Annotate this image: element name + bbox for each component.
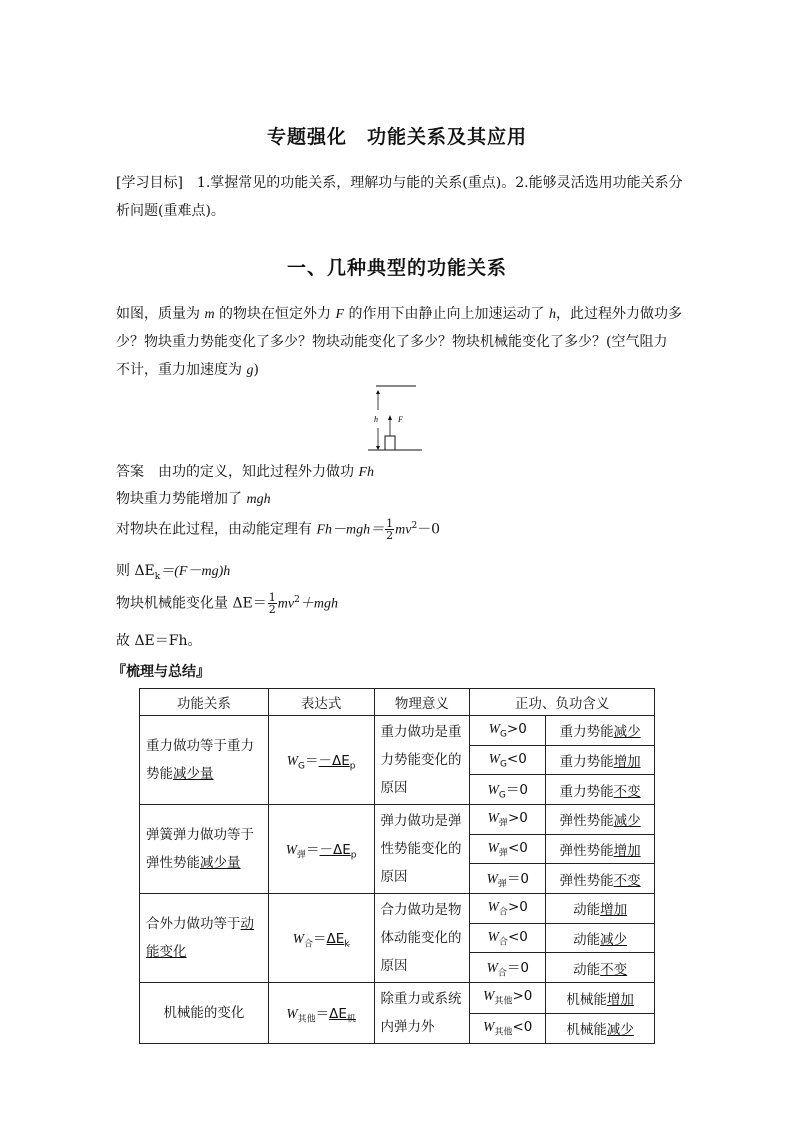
sign-condition: $W_合>0$: [470, 894, 546, 924]
table-row: [140, 716, 655, 746]
objectives-line-1: [116, 172, 683, 192]
sign-result: 弹性势能不变: [546, 864, 655, 894]
sign-result: 弹性势能减少: [546, 805, 655, 835]
F-label: F: [398, 415, 403, 424]
sign-result: 弹性势能增加: [546, 834, 655, 864]
table-row: [140, 983, 655, 1014]
problem-line-2: 少？物块重力势能变化了多少？物块动能变化了多少？物块机械能变化了多少？(空气阻力: [116, 334, 668, 350]
sign-result: 重力势能不变: [546, 775, 655, 805]
header-expression: 表达式: [268, 689, 374, 716]
table-row: [140, 805, 655, 835]
sign-condition: $W_G<0$: [470, 745, 546, 775]
relation-cell: 重力做功等于重力 势能减少量: [140, 716, 269, 805]
relation-cell: 机械能的变化: [140, 983, 269, 1044]
answer-line-3: 对物块在此过程，由动能定理有 Fh－mgh＝ $\frac{1}{2}$ $mv^2-0$: [116, 517, 441, 542]
sign-condition: $W_弹<0$: [470, 834, 546, 864]
expression-cell: $W_合=\Delta E_k$: [268, 894, 374, 983]
summary-label: 『梳理与总结』: [112, 664, 210, 680]
sign-result: 动能减少: [546, 923, 655, 953]
sign-condition: $W_弹>0$: [470, 805, 546, 835]
section-title: 一、几种典型的功能关系: [286, 257, 507, 279]
table-row: [140, 894, 655, 924]
sign-condition: $W_G>0$: [470, 716, 546, 746]
meaning-cell: 合力做功是物体动能变化的原因: [374, 894, 470, 983]
expression-cell: $W_弹=-\Delta E_p$: [268, 805, 374, 894]
answer-label: 答案: [116, 464, 144, 480]
sign-condition: $W_合<0$: [470, 923, 546, 953]
block-diagram: [360, 382, 430, 452]
answer-line-2: 物块重力势能增加了 mgh: [116, 491, 271, 507]
header-sign-meaning: 正功、负功含义: [470, 689, 655, 716]
answer-line-6: 故 ΔE＝Fh。: [116, 633, 202, 649]
sign-condition: $W_弹=0$: [470, 864, 546, 894]
sign-result: 重力势能减少: [546, 716, 655, 746]
sign-result: 重力势能增加: [546, 745, 655, 775]
header-relation: 功能关系: [140, 689, 269, 716]
block: [385, 436, 395, 450]
relation-cell: 合外力做功等于动能变化: [140, 894, 269, 983]
header-meaning: 物理意义: [374, 689, 470, 716]
sign-condition: $W_合=0$: [470, 953, 546, 983]
meaning-cell: 弹力做功是弹性势能变化的原因: [374, 805, 470, 894]
meaning-cell: 重力做功是重力势能变化的原因: [374, 716, 470, 805]
meaning-cell: 除重力或系统内弹力外: [374, 983, 470, 1044]
sign-result: 动能不变: [546, 953, 655, 983]
sign-condition: $W_{其他}>0$: [470, 983, 546, 1014]
sign-result: 机械能增加: [546, 983, 655, 1014]
answer-line-5: 物块机械能变化量 ΔE＝ $\frac{1}{2}$ $mv^2+mgh$: [116, 591, 338, 616]
h-label: h: [374, 415, 378, 424]
expression-cell: $W_{其他}=\Delta E_机$: [268, 983, 374, 1044]
function-energy-table: [139, 688, 655, 1044]
sign-result: 机械能减少: [546, 1013, 655, 1044]
answer-line-1: 答案 由功的定义，知此过程外力做功 Fh: [116, 464, 375, 480]
expression-cell: $W_G=-\Delta E_p$: [268, 716, 374, 805]
sign-condition: $W_{其他}<0$: [470, 1013, 546, 1044]
objectives-label: [学习目标]: [116, 175, 183, 191]
table-header-row: [140, 689, 655, 716]
answer-line-4: 则 $\Delta E_k=(F-mg)h$: [116, 563, 231, 582]
objectives-line-2: 析问题(重难点)。: [116, 203, 225, 219]
relation-cell: 弹簧弹力做功等于 弹性势能减少量: [140, 805, 269, 894]
problem-line-1: 如图，质量为 m 的物块在恒定外力 F 的作用下由静止向上加速运动了 h，此过程外力做功多: [116, 306, 682, 322]
page-title: 专题强化 功能关系及其应用: [266, 126, 527, 148]
problem-line-3: 不计，重力加速度为 g): [116, 362, 259, 378]
sign-condition: $W_G=0$: [470, 775, 546, 805]
sign-result: 动能增加: [546, 894, 655, 924]
objectives-text-1: 1.掌握常见的功能关系，理解功与能的关系(重点)。2.能够灵活选用功能关系分: [182, 175, 683, 191]
